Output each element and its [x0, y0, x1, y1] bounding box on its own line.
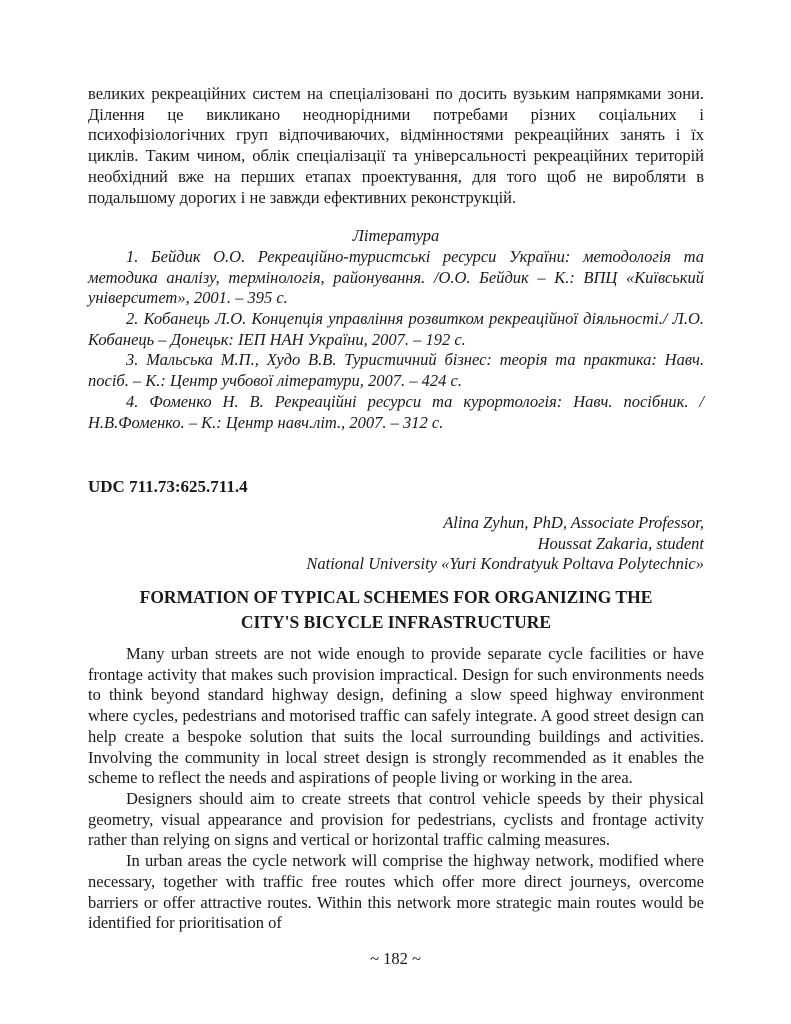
body-paragraph-3: In urban areas the cycle network will comprise the highway network, modified where necessary, together with traffic free routes which offer more direct journeys, overcome barriers or offer attractive routes. Within this network more strategic main routes would be identified for prioritisation of: [88, 851, 704, 933]
author-block: [88, 513, 704, 575]
page-number: ~ 182 ~: [370, 949, 421, 968]
author-line-1: Alina Zyhun, PhD, Associate Professor,: [443, 512, 704, 532]
intro-paragraph: великих рекреаційних систем на спеціалізовані по досить вузьким напрямками зони. Ділення це викликано неоднорідними потребами різних соціальних і психофізіологічних груп відпочиваючих, відмінностями рекреаційних занять і їх циклів. Таким чином, облік спеціалізації та універсальності рекреаційних територій необхідний вже на перших етапах проектування, для того щоб не виробляти в подальшому дорогих і не завжди ефективних реконструкцій.: [88, 84, 704, 207]
literature-heading: Література: [352, 226, 440, 246]
body-paragraph-1: Many urban streets are not wide enough to provide separate cycle facilities or have frontage activity that makes such provision impractical. Design for such environments needs to think beyond standard highway design, defining a slow speed highway environment where cycles, pedestrians and motorised traffic can safely integrate. A good street design can help create a bespoke solution that suits the local surrounding buildings and activities. Involving the community in local street design is strongly recommended as it enables the scheme to reflect the needs and aspirations of people living or working in the area.: [88, 644, 704, 788]
reference-item-1: 1. Бейдик О.О. Рекреаційно-туристські ресурси України: методологія та методика аналізу, термінологія, районування. /О.О. Бейдик – К.: ВПЦ «Київський університет», 2001. – 395 с.: [88, 246, 704, 308]
udc-code: UDC 711.73:625.711.4: [88, 477, 248, 497]
reference-item-4: 4. Фоменко Н. В. Рекреаційні ресурси та курортологія: Навч. посібник. /Н.В.Фоменко. – К.: Центр навч.літ., 2007. – 312 с.: [88, 391, 704, 432]
reference-item-3: 3. Мальська М.П., Худо В.В. Туристичний бізнес: теорія та практика: Навч. посіб. – К.: Центр учбової літератури, 2007. – 424 с.: [88, 350, 704, 391]
article-title: FORMATION OF TYPICAL SCHEMES FOR ORGANIZING THE CITY'S BICYCLE INFRASTRUCTURE: [139, 587, 653, 633]
reference-list: [88, 247, 704, 433]
reference-item-2: 2. Кобанець Л.О. Концепція управління розвитком рекреаційної діяльності./ Л.О. Кобанець – Донецьк: ІЕП НАН України, 2007. – 192 с.: [88, 309, 704, 349]
author-line-2: Houssat Zakaria, student: [537, 533, 704, 553]
affiliation-line: National University «Yuri Kondratyuk Poltava Polytechnic»: [306, 554, 704, 574]
article-body: [88, 644, 704, 934]
body-paragraph-2: Designers should aim to create streets that control vehicle speeds by their physical geometry, visual appearance and provision for pedestrians, cyclists and frontage activity rather than relying on signs and vertical or horizontal traffic calming measures.: [88, 788, 704, 850]
